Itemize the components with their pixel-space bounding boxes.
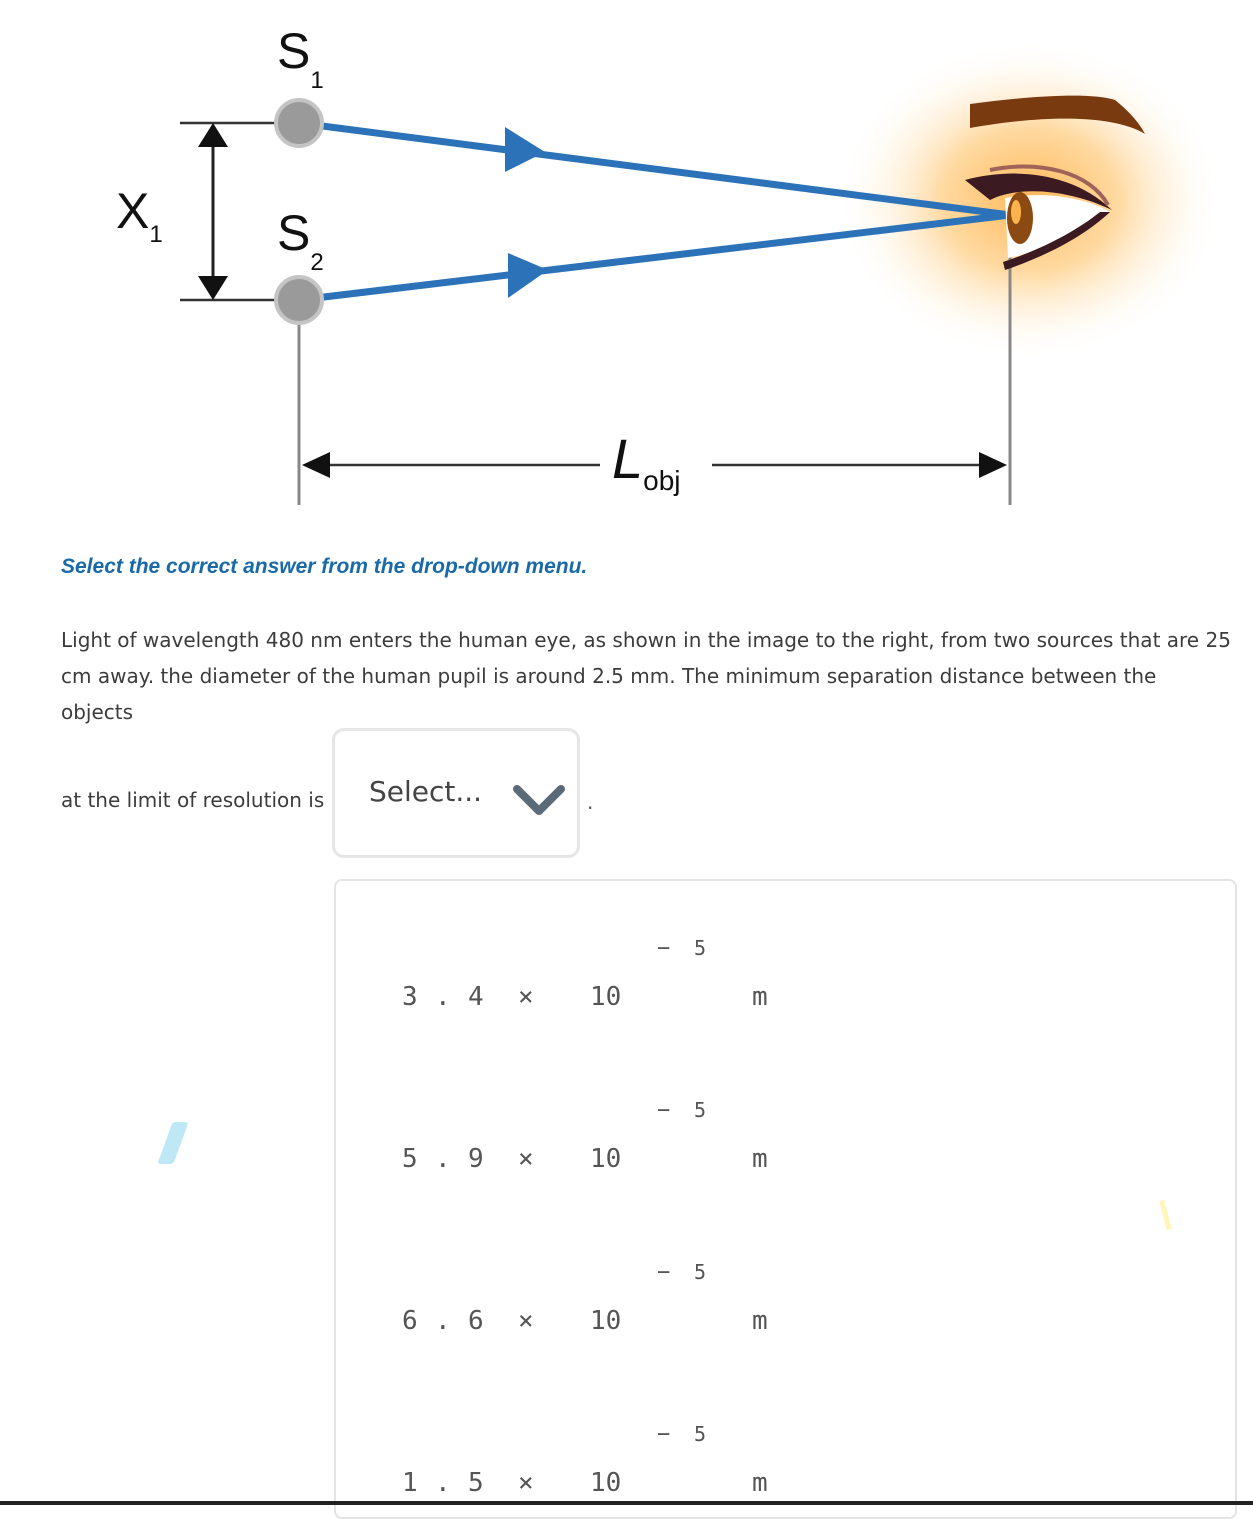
select-placeholder: Select...	[369, 775, 483, 808]
instruction-text: Select the correct answer from the drop-down menu.	[61, 555, 588, 578]
option-4[interactable]: 1 . 5 × 10 − 5 m	[402, 1422, 768, 1498]
option-2[interactable]: 5 . 9 × 10 − 5 m	[402, 1098, 768, 1174]
separation-arrow-down	[198, 276, 228, 300]
answer-select[interactable]	[332, 728, 580, 858]
label-x1: $X_1$	[116, 183, 163, 248]
question-continuation: at the limit of resolution is	[61, 788, 325, 812]
question-text: Light of wavelength 480 nm enters the human eye, as shown in the image to the right, from two sources that are 25 cm away. the diameter of the human pupil is around 2.5 mm. The minimum separation distance between the objects	[61, 628, 1231, 724]
dropdown-options-panel	[334, 879, 1237, 1519]
eye-pupil	[1011, 200, 1021, 224]
distance-arrow-left	[302, 452, 330, 478]
ray-s1-arrowhead	[505, 127, 545, 172]
question-period: .	[587, 790, 594, 814]
bottom-divider	[0, 1501, 1253, 1505]
resolution-diagram	[0, 0, 1253, 540]
source-s1	[276, 100, 322, 146]
label-s1: $S_1$	[277, 23, 324, 94]
chevron-down-icon	[513, 783, 565, 817]
decorative-shape	[157, 1122, 188, 1164]
option-1[interactable]: 3 . 4 × 10 − 5 m	[402, 936, 768, 1012]
option-3[interactable]: 6 . 6 × 10 − 5 m	[402, 1260, 768, 1336]
ray-s2-arrowhead	[508, 253, 548, 298]
label-s2: $S_2$	[277, 205, 324, 276]
separation-arrow-up	[198, 123, 228, 147]
label-lobj: $L_{obj}$	[612, 427, 681, 496]
distance-arrow-right	[979, 452, 1007, 478]
source-s2	[276, 277, 322, 323]
